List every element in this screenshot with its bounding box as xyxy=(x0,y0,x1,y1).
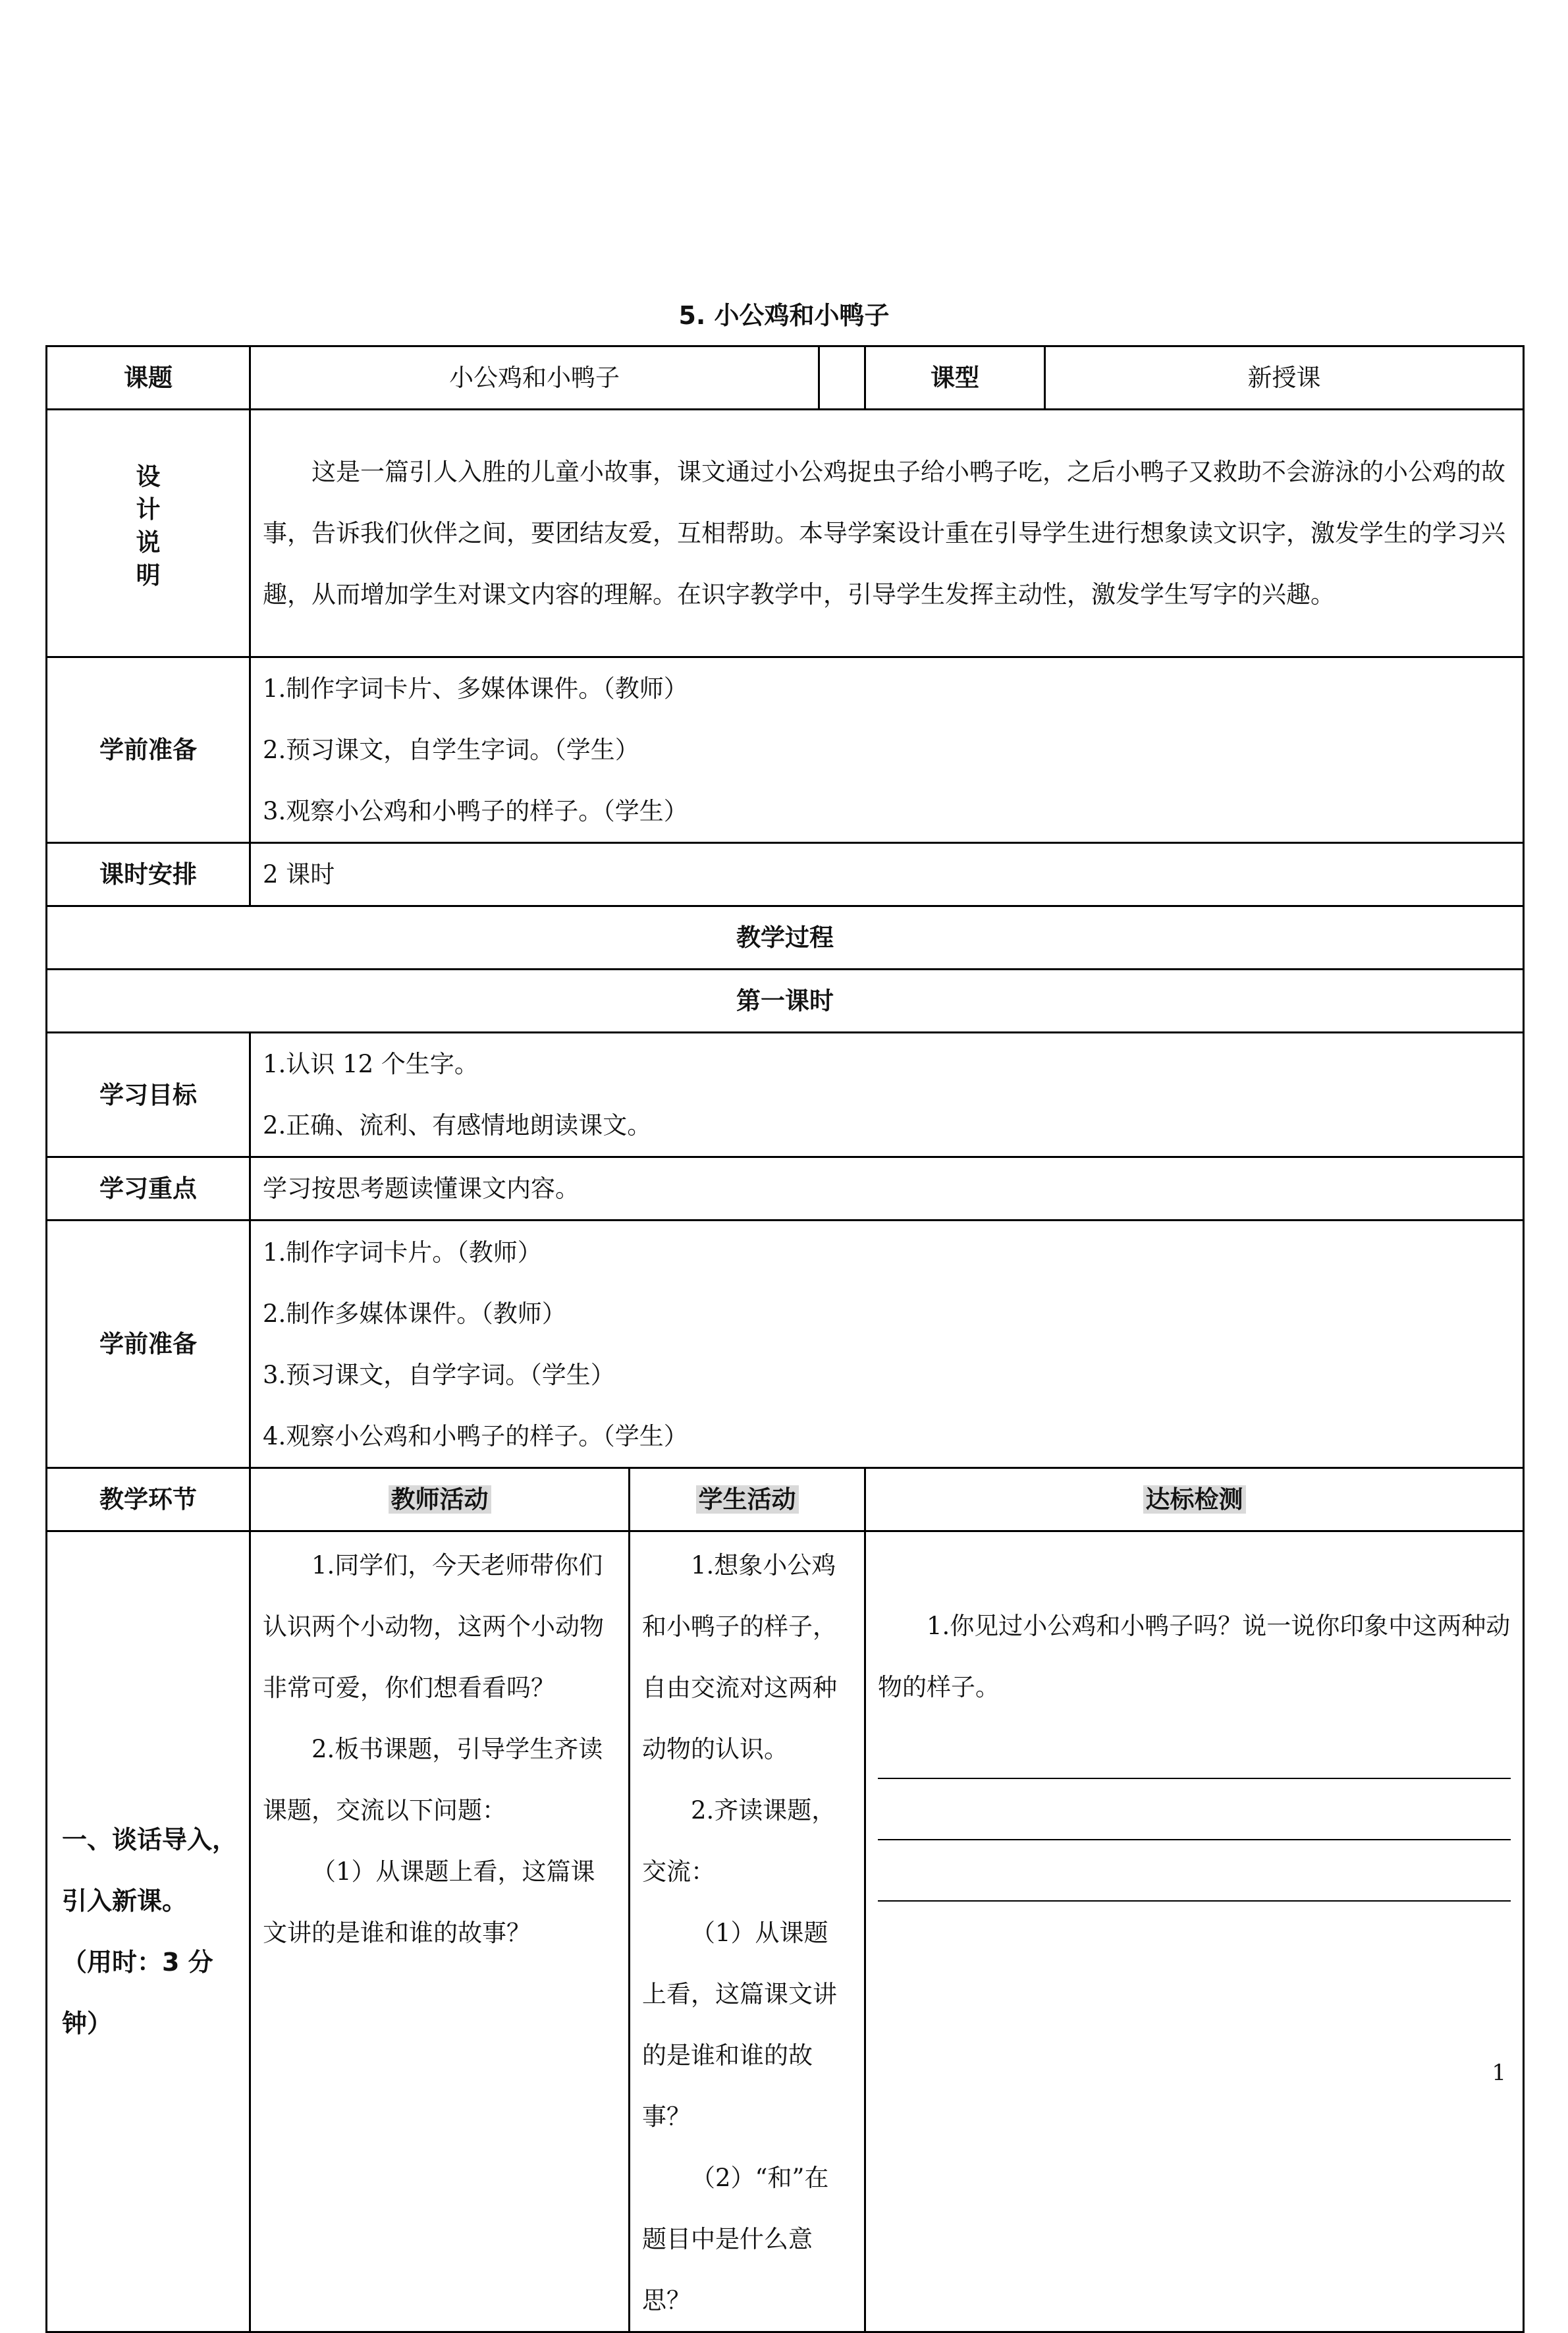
page-title: 5. 小公鸡和小鸭子 xyxy=(678,301,890,330)
design-text: 这是一篇引人入胜的儿童小故事，课文通过小公鸡捉虫子给小鸭子吃，之后小鸭子又救助不会游泳的小公鸡的故事，告诉我们伙伴之间，要团结友爱，互相帮助。本导学案设计重在引导学生进行想象读文识字，激发学生的学习兴趣，从而增加学生对课文内容的理解。在识字教学中，引导学生发挥主动性，激发学生写字的兴趣。 xyxy=(263,458,1505,609)
design-row xyxy=(47,410,1524,657)
check-question: 1.你见过小公鸡和小鸭子吗？说一说你印象中这两种动物的样子。 xyxy=(878,1612,1511,1701)
col-check-cell xyxy=(865,1468,1524,1531)
student-activity: （2）“和”在题目中是什么意思？ xyxy=(642,2164,829,2315)
student-activity: 2.齐读课题，交流： xyxy=(642,1796,836,1886)
prep-item: 3.观察小公鸡和小鸭子的样子。（学生） xyxy=(263,797,688,825)
prep2-label: 学前准备 xyxy=(47,1221,250,1468)
prep2-item: 2.制作多媒体课件。（教师） xyxy=(263,1299,566,1328)
design-label-cell xyxy=(47,410,250,657)
prep2-list xyxy=(250,1221,1524,1468)
prep2-item: 1.制作字词卡片。（教师） xyxy=(263,1238,542,1267)
col-student-cell xyxy=(630,1468,865,1531)
hours-label: 课时安排 xyxy=(47,843,250,906)
student-cell xyxy=(630,1531,865,2332)
student-activity: 1.想象小公鸡和小鸭子的样子，自由交流对这两种动物的认识。 xyxy=(642,1551,837,1763)
lesson-plan-table xyxy=(45,345,1525,2333)
goals-label: 学习目标 xyxy=(47,1033,250,1157)
goal-item: 1.认识 12 个生字。 xyxy=(263,1050,479,1078)
goal-item: 2.正确、流利、有感情地朗读课文。 xyxy=(263,1111,652,1139)
type-cell xyxy=(865,346,1524,410)
check-cell xyxy=(865,1531,1524,2332)
stage-title: 一、谈话导入，引入新课。 xyxy=(62,1825,238,1915)
focus-value: 学习按思考题读懂课文内容。 xyxy=(250,1157,1524,1221)
teacher-activity: （1）从课题上看，这篇课文讲的是谁和谁的故事？ xyxy=(263,1857,595,1947)
col-student: 学生活动 xyxy=(696,1485,799,1514)
focus-row xyxy=(47,1157,1524,1221)
answer-line[interactable] xyxy=(878,1779,1511,1840)
activity-row xyxy=(47,1531,1524,2332)
col-stage: 教学环节 xyxy=(47,1468,250,1531)
process-heading: 教学过程 xyxy=(47,906,1524,970)
topic-row xyxy=(47,346,1524,410)
stage-cell xyxy=(47,1531,250,2332)
answer-line[interactable] xyxy=(878,1840,1511,1902)
prep2-item: 3.预习课文，自学字词。（学生） xyxy=(263,1360,615,1389)
process-row xyxy=(47,906,1524,970)
columns-row xyxy=(47,1468,1524,1531)
prep-row xyxy=(47,657,1524,843)
col-teacher: 教师活动 xyxy=(389,1485,491,1514)
teacher-cell xyxy=(250,1531,630,2332)
teacher-activity: 1.同学们，今天老师带你们认识两个小动物，这两个小动物非常可爱，你们想看看吗？ xyxy=(263,1551,604,1702)
period-row xyxy=(47,970,1524,1033)
student-activity: （1）从课题上看，这篇课文讲的是谁和谁的故事？ xyxy=(642,1919,837,2131)
prep-item: 2.预习课文，自学生字词。（学生） xyxy=(263,736,639,764)
page-number: 1 xyxy=(1492,2060,1506,2086)
type-value: 新授课 xyxy=(1247,364,1321,392)
goals-row xyxy=(47,1033,1524,1157)
prep2-row xyxy=(47,1221,1524,1468)
design-text-cell xyxy=(250,410,1524,657)
topic-label: 课题 xyxy=(47,346,250,410)
goals-list xyxy=(250,1033,1524,1157)
focus-label: 学习重点 xyxy=(47,1157,250,1221)
topic-value: 小公鸡和小鸭子 xyxy=(250,346,819,410)
answer-line[interactable] xyxy=(878,1718,1511,1779)
teacher-activity: 2.板书课题，引导学生齐读课题，交流以下问题： xyxy=(263,1735,603,1825)
stage-time: （用时：3 分钟） xyxy=(62,1947,213,2038)
prep-item: 1.制作字词卡片、多媒体课件。（教师） xyxy=(263,674,688,703)
prep2-item: 4.观察小公鸡和小鸭子的样子。（学生） xyxy=(263,1421,688,1450)
col-check: 达标检测 xyxy=(1143,1485,1246,1514)
period-heading: 第一课时 xyxy=(47,970,1524,1033)
type-label xyxy=(819,346,865,410)
prep-label: 学前准备 xyxy=(47,657,250,843)
type-label-text: 课型 xyxy=(866,347,1046,408)
hours-value: 2 课时 xyxy=(250,843,1524,906)
prep-list xyxy=(250,657,1524,843)
design-label: 设计说明 xyxy=(136,462,161,590)
col-teacher-cell xyxy=(250,1468,630,1531)
hours-row xyxy=(47,843,1524,906)
